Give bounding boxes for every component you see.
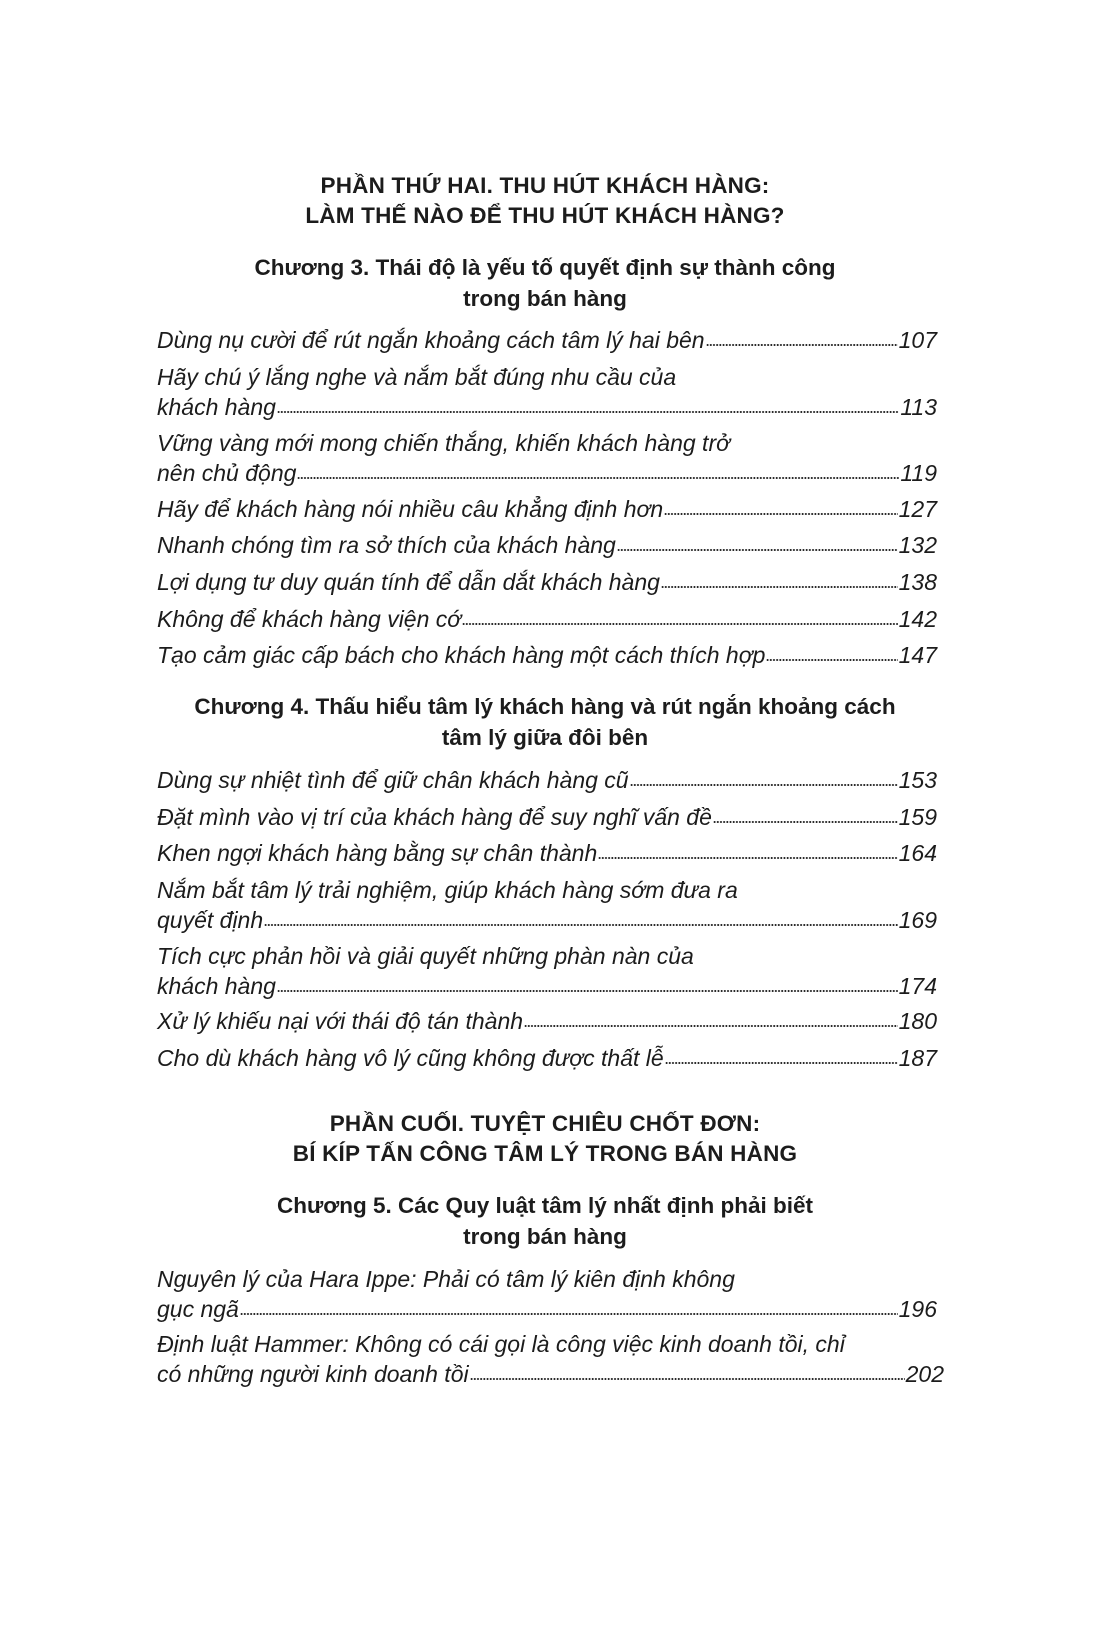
part-final-heading: [150, 1109, 940, 1169]
toc-entry-page: 202: [905, 1361, 944, 1387]
toc-entry-page: 174: [898, 973, 937, 999]
toc-entry-title: Hãy để khách hàng nói nhiều câu khẳng định hơn: [157, 496, 664, 522]
toc-entry-page: 164: [898, 840, 937, 866]
toc-entry[interactable]: [157, 838, 937, 868]
chapter-heading-line: tâm lý giữa đôi bên: [441, 725, 649, 750]
dot-leader: [766, 657, 897, 663]
toc-entry-page: 147: [898, 642, 937, 668]
toc-entry[interactable]: [157, 530, 937, 560]
toc-entry-page: 138: [898, 569, 937, 595]
toc-entry-title-line: Hãy chú ý lắng nghe và nắm bắt đúng nhu cầu của: [157, 364, 677, 390]
toc-entry-page: 142: [898, 606, 937, 632]
dot-leader: [706, 342, 898, 348]
toc-entry-title: Lợi dụng tư duy quán tính để dẫn dắt khách hàng: [157, 569, 660, 595]
dot-leader: [264, 922, 897, 928]
toc-entry-title-line: Vững vàng mới mong chiến thắng, khiến khách hàng trở: [157, 430, 731, 456]
dot-leader: [277, 988, 898, 994]
toc-entry[interactable]: [157, 875, 937, 935]
toc-entry-title: Đặt mình vào vị trí của khách hàng để suy nghĩ vấn đề: [157, 804, 712, 830]
dot-leader: [470, 1376, 905, 1382]
toc-entry[interactable]: [157, 494, 937, 524]
toc-entry[interactable]: [157, 604, 937, 634]
chapter-4-heading: [120, 691, 970, 753]
toc-entry-title: có những người kinh doanh tồi: [157, 1361, 469, 1387]
toc-entry[interactable]: [157, 1329, 944, 1389]
toc-entry-title: Nhanh chóng tìm ra sở thích của khách hàng: [157, 532, 616, 558]
chapter-5-heading: [150, 1190, 940, 1252]
toc-entry-title: khách hàng: [157, 973, 276, 999]
toc-entry-title: Xử lý khiếu nại với thái độ tán thành: [157, 1008, 524, 1034]
toc-entry[interactable]: [157, 640, 937, 670]
chapter-heading-line: trong bán hàng: [463, 1224, 627, 1249]
toc-entry-page: 113: [900, 394, 937, 420]
chapter-heading-line: trong bán hàng: [463, 286, 627, 311]
toc-entry-page: 159: [898, 804, 937, 830]
dot-leader: [661, 584, 898, 590]
dot-leader: [297, 475, 899, 481]
toc-entry-page: 196: [898, 1296, 937, 1322]
dot-leader: [524, 1023, 898, 1029]
dot-leader: [664, 511, 897, 517]
toc-entry-page: 132: [898, 532, 937, 558]
toc-entry-page: 180: [898, 1008, 937, 1034]
toc-entry-title: nên chủ động: [157, 460, 297, 486]
toc-entry[interactable]: [157, 325, 937, 355]
dot-leader: [277, 409, 899, 415]
toc-entry-title: khách hàng: [157, 394, 276, 420]
toc-entry-title: Không để khách hàng viện cớ: [157, 606, 462, 632]
toc-entry[interactable]: [157, 941, 937, 1001]
toc-entry-page: 169: [898, 907, 937, 933]
toc-entry[interactable]: [157, 362, 937, 422]
part-two-heading: [150, 171, 940, 231]
toc-entry-title: Cho dù khách hàng vô lý cũng không được thất lễ: [157, 1045, 664, 1071]
toc-entry-page: 107: [898, 327, 937, 353]
part-heading-line: PHẦN CUỐI. TUYỆT CHIÊU CHỐT ĐƠN:: [329, 1111, 761, 1136]
toc-entry-title: quyết định: [157, 907, 264, 933]
part-heading-line: BÍ KÍP TẤN CÔNG TÂM LÝ TRONG BÁN HÀNG: [292, 1141, 798, 1166]
toc-entry[interactable]: [157, 1006, 937, 1036]
toc-entry[interactable]: [157, 802, 937, 832]
dot-leader: [713, 819, 898, 825]
part-heading-line: PHẦN THỨ HAI. THU HÚT KHÁCH HÀNG:: [320, 173, 770, 198]
toc-entry[interactable]: [157, 1043, 937, 1073]
chapter-heading-line: Chương 3. Thái độ là yếu tố quyết định sự thành công: [254, 255, 836, 280]
dot-leader: [240, 1311, 898, 1317]
toc-entry-title-line: Nắm bắt tâm lý trải nghiệm, giúp khách hàng sớm đưa ra: [157, 877, 738, 903]
toc-entry-title: gục ngã: [157, 1296, 239, 1322]
toc-entry-page: 187: [898, 1045, 937, 1071]
toc-entry-page: 127: [898, 496, 937, 522]
toc-entry-title: Khen ngợi khách hàng bằng sự chân thành: [157, 840, 598, 866]
dot-leader: [630, 782, 898, 788]
toc-entry-page: 153: [898, 767, 937, 793]
chapter-heading-line: Chương 5. Các Quy luật tâm lý nhất định phải biết: [276, 1193, 814, 1218]
toc-entry[interactable]: [157, 428, 937, 488]
toc-entry-page: 119: [900, 460, 937, 486]
dot-leader: [665, 1060, 898, 1066]
toc-entry[interactable]: [157, 1264, 937, 1324]
dot-leader: [462, 621, 897, 627]
toc-entry-title: Dùng nụ cười để rút ngắn khoảng cách tâm lý hai bên: [157, 327, 705, 353]
chapter-heading-line: Chương 4. Thấu hiểu tâm lý khách hàng và rút ngắn khoảng cách: [194, 694, 896, 719]
dot-leader: [617, 547, 898, 553]
dot-leader: [598, 855, 897, 861]
toc-entry-title-line: Định luật Hammer: Không có cái gọi là công việc kinh doanh tồi, chỉ: [157, 1331, 845, 1357]
toc-entry[interactable]: [157, 567, 937, 597]
toc-entry-title: Dùng sự nhiệt tình để giữ chân khách hàng cũ: [157, 767, 629, 793]
toc-entry-title-line: Tích cực phản hồi và giải quyết những phàn nàn của: [157, 943, 694, 969]
toc-entry[interactable]: [157, 765, 937, 795]
toc-entry-title: Tạo cảm giác cấp bách cho khách hàng một cách thích hợp: [157, 642, 766, 668]
part-heading-line: LÀM THẾ NÀO ĐỂ THU HÚT KHÁCH HÀNG?: [305, 203, 785, 228]
chapter-3-heading: [150, 252, 940, 314]
toc-entry-title-line: Nguyên lý của Hara Ippe: Phải có tâm lý kiên định không: [157, 1266, 735, 1292]
